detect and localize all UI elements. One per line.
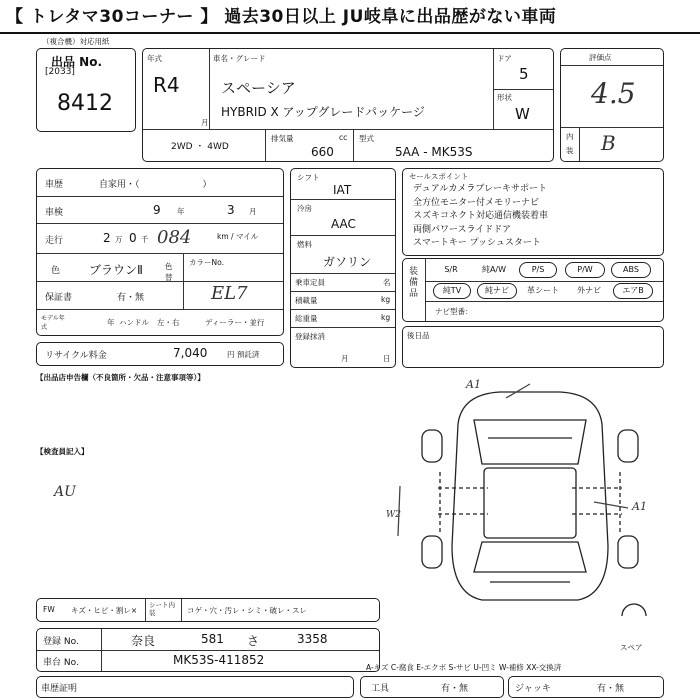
jack-label: ジャッキ [515,684,551,694]
doors-value: 5 [519,65,529,83]
car-diagram [396,376,664,616]
sales-points-label: セールスポイント [409,172,469,181]
sales-points-box [402,168,664,256]
notes-label: 後日品 [407,331,430,340]
tools-value: 有・無 [441,684,469,694]
mileage-man: 2 [103,231,111,245]
equipment-box [402,258,664,322]
equip-pw: P/W [565,262,605,278]
mileage-man-unit: 万 [115,235,123,244]
load-label: 積載量 [295,296,318,305]
reg-area: 奈良 [131,634,156,648]
car-name: スペーシア [221,79,296,97]
seat-value: コゲ・穴・汚レ・シミ・破レ・スレ [187,606,307,615]
registration-box [36,628,380,672]
sales-point-item: スマートキー プッシュスタート [413,238,541,248]
shaken-label: 車検 [45,208,64,218]
page-title: 【 トレタマ30コーナー 】 過去30日以上 JU岐阜に出品歴がない車両 [0,0,700,34]
score-box [560,48,664,162]
capacity-unit: 名 [383,278,391,287]
seat-label: シート内装 [149,601,175,617]
equip-leather: 革シート [527,286,559,295]
shaken-month: 3 [227,203,235,217]
handle-value: 左・右 [157,318,180,327]
year-value: R4 [153,73,180,97]
fw-value: キズ・ヒビ・割レ× [71,606,138,615]
sales-points-list [413,183,548,251]
equip-tv: 純TV [433,283,471,299]
model-label: 型式 [359,134,374,143]
specs-box [290,168,396,368]
recycle-label: リサイクル料金 [45,351,107,361]
shape-value: W [515,105,530,123]
capacity-label: 乗車定員 [295,278,325,287]
model-year-label: モデル年式 [41,315,65,331]
ac-label: 冷房 [297,204,312,213]
notes-box [402,326,664,368]
equip-abs: ABS [611,262,651,278]
damage-w2: W2 [386,510,401,520]
mileage-sen: 0 [129,231,137,245]
history-cert-box [36,676,354,698]
recycle-unit: 円 預託済 [227,350,260,359]
color-label: 色 [51,266,61,276]
chassis-number: MK53S-411852 [173,653,265,667]
reg-day-unit: 日 [383,354,391,363]
shaken-month-unit: 月 [249,207,257,216]
vehicle-box [142,48,554,162]
ac-value: AAC [331,217,356,231]
subheader: （複合機）対応用紙 [42,37,110,46]
doors-label: ドア [497,54,512,63]
shape-label: 形状 [497,93,512,102]
equip-ps: P/S [519,262,557,278]
fuel-value: ガソリン [323,255,372,269]
load-unit: kg [381,295,391,304]
lot-label: 出品 No. [51,55,103,69]
sales-point-item: スズキコネクト対応通信機装着車 [413,211,549,221]
equipment-label: 装備品 [409,267,419,299]
tools-label: 工具 [371,684,390,694]
history-cert-label: 車歴証明 [41,684,78,694]
history-value: 自家用・（ ） [99,180,212,190]
displacement-label: 排気量 [271,134,294,143]
displacement-value: 660 [311,145,334,159]
condition-box [36,598,380,622]
navi-model-label: ナビ型番： [435,307,473,316]
reg-month-unit: 月 [341,354,349,363]
mileage-unit: km / マイル [217,232,259,241]
damage-a1-top: A1 [466,378,481,391]
fuel-label: 燃料 [297,240,312,249]
recycle-box [36,342,284,366]
interior-label-2: 装 [566,146,574,155]
history-label: 車歴 [45,180,64,190]
shift-label: シフト [297,173,320,182]
interior-label-1: 内 [566,132,574,141]
reg-kana: さ [247,634,260,648]
name-label: 車名・グレード [213,54,266,63]
dealer-label: ディーラー・並行 [205,318,265,327]
year-label: 年式 [147,54,162,63]
sales-point-item: 両側パワースライドドア [413,224,512,235]
jack-value: 有・無 [597,684,625,694]
declaration-label: 【出品店申告欄（不良箇所・欠品・注意事項等）】 [36,373,205,382]
color-no-value: EL7 [211,283,248,304]
history-box [36,168,284,336]
displacement-unit: cc [339,133,348,142]
sales-point-item: 全方位モニター付メモリーナビ [413,197,540,208]
warranty-label: 保証書 [45,293,73,303]
jack-box [508,676,664,698]
reg-number: 3358 [297,632,328,646]
lot-number: 8412 [57,91,113,116]
equip-navi: 純ナビ [477,283,517,299]
inspector-note: AU [54,484,76,500]
damage-legend: A-キズ C-腐食 E-エクボ S-サビ U-凹ミ W-補修 XX-交換済 [366,663,562,672]
fw-label: FW [43,605,55,614]
recycle-value: 7,040 [173,346,208,360]
shift-value: IAT [333,183,352,197]
color-change: 色替 [165,262,173,282]
color-no-label: カラーNo. [189,258,224,267]
shaken-year: 9 [153,203,161,217]
equip-alloy-wheels: 純A/W [481,265,507,274]
mileage-label: 走行 [45,236,64,246]
lot-tag: [2033] [45,67,75,77]
model-year-unit: 年 [107,318,115,327]
sales-point-item: デュアルカメラブレーキサポート [413,184,548,194]
interior-value: B [601,131,616,155]
weight-label: 総重量 [295,314,318,323]
warranty-value: 有・無 [117,293,145,303]
weight-unit: kg [381,313,391,322]
chassis-label: 車台 No. [43,658,79,668]
score-value: 4.5 [591,77,636,110]
mileage-sen-unit: 千 [141,235,149,244]
car-grade: HYBRID X アップグレードパッケージ [221,105,425,119]
score-label: 評価点 [589,53,612,62]
equip-airbag: エアB [613,283,653,299]
equip-ext-navi: 外ナビ [577,286,601,295]
lot-box [36,48,136,132]
mileage-handwritten: 084 [157,227,192,248]
handle-label: ハンドル [119,318,149,327]
damage-a1-right: A1 [632,500,647,513]
spare-label: スペア [620,643,643,652]
shaken-year-unit: 年 [177,207,185,216]
drive-type: 2WD ・ 4WD [171,142,229,152]
reg-no-label: 登録 No. [43,637,79,647]
color-value: ブラウンⅡ [89,263,143,277]
model-value: 5AA - MK53S [395,145,473,159]
reg-label: 登録抹消 [295,332,325,341]
inspector-label: 【検査員記入】 [36,447,89,456]
equip-sr: S/R [444,265,458,274]
tools-box [360,676,504,698]
month-label: 月 [201,118,209,127]
reg-class: 581 [201,632,224,646]
